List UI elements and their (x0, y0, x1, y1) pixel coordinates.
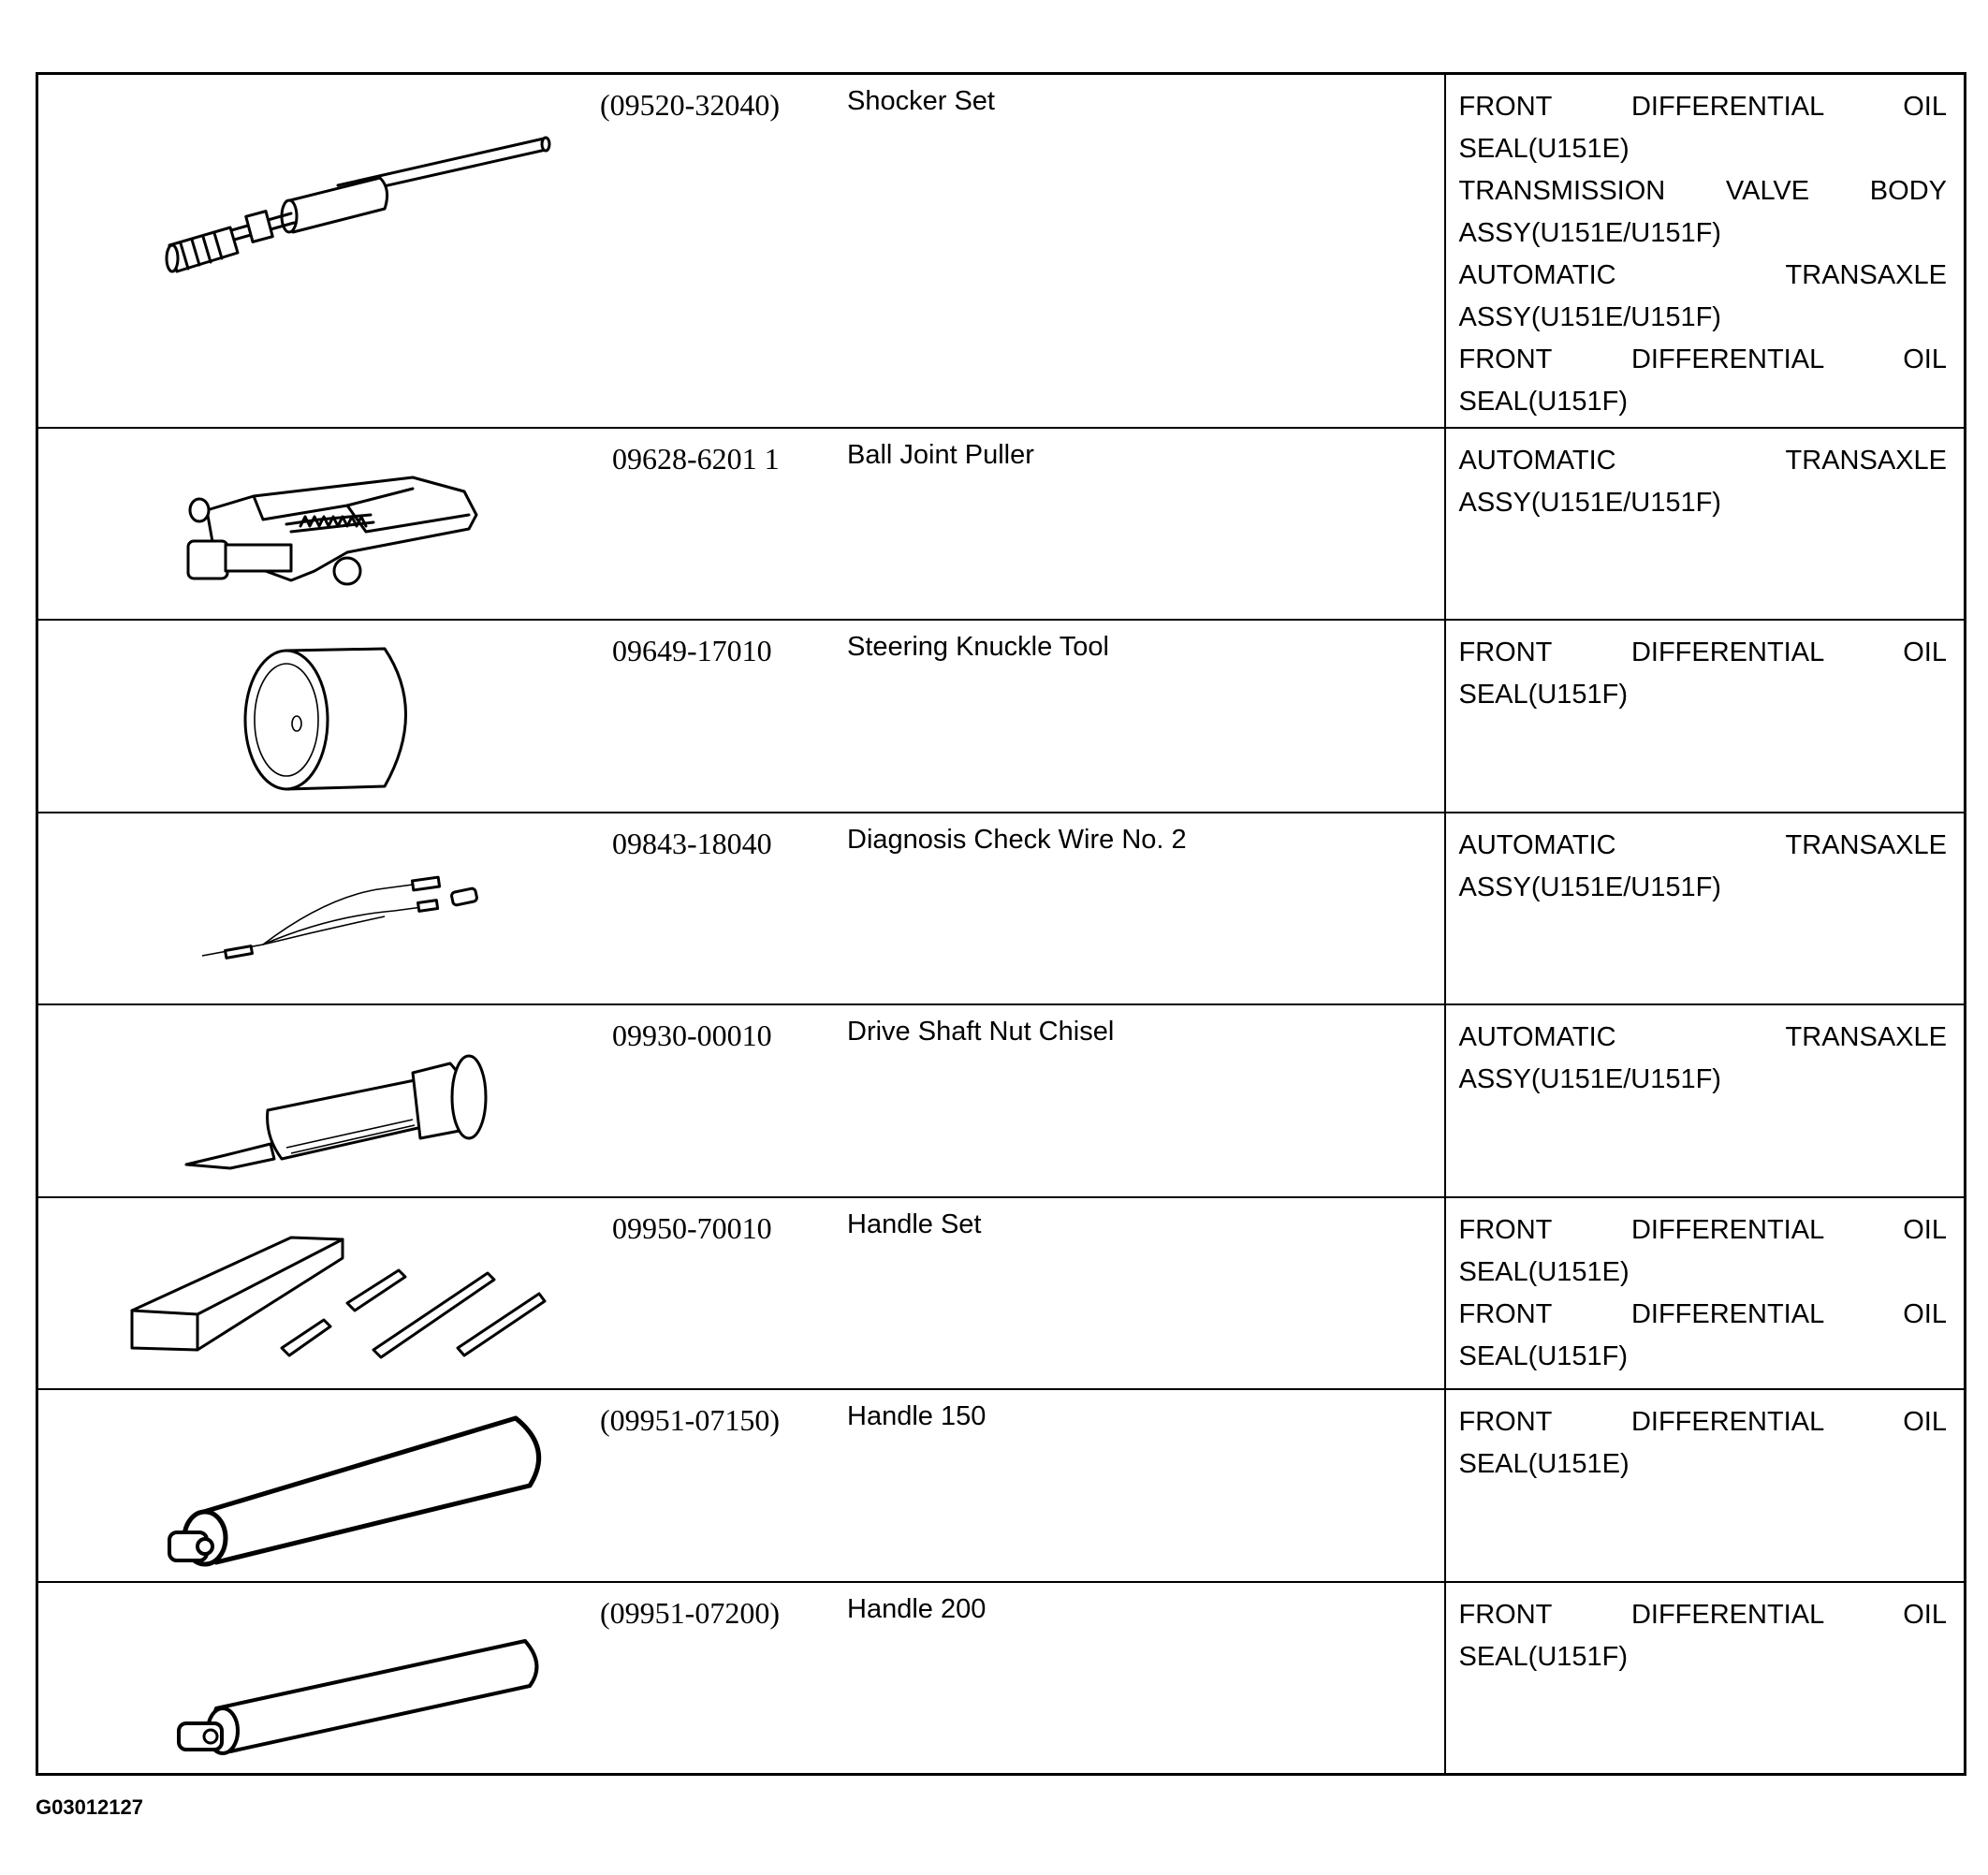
application-item: FRONT DIFFERENTIAL OIL SEAL(U151E) (1458, 1407, 1947, 1480)
handle-150-icon (113, 1401, 600, 1570)
tool-name: Handle 150 (847, 1401, 987, 1432)
table-row (37, 428, 1966, 621)
application-cell (1445, 1197, 1966, 1390)
special-service-tools-table (36, 72, 1966, 1776)
tool-cell (37, 1582, 1445, 1775)
application-item: FRONT DIFFERENTIAL OIL SEAL(U151E) (1458, 92, 1947, 164)
application-cell (1445, 428, 1966, 621)
handle-200-icon (113, 1594, 600, 1763)
tool-name: Drive Shaft Nut Chisel (847, 1017, 1115, 1047)
application-item: TRANSMISSION VALVE BODY ASSY(U151E/U151F) (1458, 176, 1947, 248)
application-item: AUTOMATIC TRANSAXLE ASSY(U151E/U151F) (1458, 1022, 1947, 1095)
tool-cell (37, 620, 1445, 813)
part-number: (09951-07150) (600, 1403, 780, 1438)
application-item: FRONT DIFFERENTIAL OIL SEAL(U151F) (1458, 344, 1947, 417)
tool-name: Shocker Set (847, 86, 995, 116)
table-row (37, 620, 1966, 813)
tool-cell (37, 74, 1445, 428)
handle-set-icon (113, 1209, 600, 1378)
slide-hammer-icon (113, 103, 600, 290)
table-row (37, 74, 1966, 428)
figure-code: G03012127 (36, 1795, 143, 1819)
application-cell (1445, 1389, 1966, 1582)
tool-cell (37, 813, 1445, 1005)
chisel-icon (113, 1017, 600, 1185)
part-number: (09951-07200) (600, 1595, 780, 1630)
application-item: FRONT DIFFERENTIAL OIL SEAL(U151E) (1458, 1214, 1947, 1287)
application-item: FRONT DIFFERENTIAL OIL SEAL(U151F) (1458, 637, 1947, 710)
tool-name: Diagnosis Check Wire No. 2 (847, 824, 1187, 855)
application-item: AUTOMATIC TRANSAXLE ASSY(U151E/U151F) (1458, 260, 1947, 332)
application-cell (1445, 74, 1966, 428)
part-number: 09649-17010 (612, 634, 772, 668)
tool-cell (37, 1389, 1445, 1582)
table-row (37, 1197, 1966, 1390)
application-cell (1445, 1004, 1966, 1197)
part-number: 09950-70010 (612, 1210, 772, 1245)
tool-cell (37, 1004, 1445, 1197)
steering-knuckle-tool-icon (113, 632, 600, 800)
table-row (37, 813, 1966, 1005)
table-row (37, 1004, 1966, 1197)
part-number: 09843-18040 (612, 826, 772, 860)
tool-name: Handle 200 (847, 1593, 987, 1624)
part-number: 09628-6201 1 (612, 441, 780, 476)
application-cell (1445, 813, 1966, 1005)
application-item: FRONT DIFFERENTIAL OIL SEAL(U151F) (1458, 1298, 1947, 1371)
ball-joint-puller-icon (113, 440, 600, 608)
part-number: (09520-32040) (600, 88, 780, 122)
check-wire-icon (113, 825, 600, 993)
tool-cell (37, 428, 1445, 621)
tool-name: Handle Set (847, 1208, 982, 1239)
application-item: AUTOMATIC TRANSAXLE ASSY(U151E/U151F) (1458, 445, 1947, 518)
table-row (37, 1582, 1966, 1775)
tool-cell (37, 1197, 1445, 1390)
tool-name: Steering Knuckle Tool (847, 632, 1109, 663)
tool-name: Ball Joint Puller (847, 439, 1034, 470)
application-item: AUTOMATIC TRANSAXLE ASSY(U151E/U151F) (1458, 829, 1947, 902)
table-row (37, 1389, 1966, 1582)
application-cell (1445, 620, 1966, 813)
application-cell (1445, 1582, 1966, 1775)
part-number: 09930-00010 (612, 1018, 772, 1053)
application-item: FRONT DIFFERENTIAL OIL SEAL(U151F) (1458, 1599, 1947, 1672)
